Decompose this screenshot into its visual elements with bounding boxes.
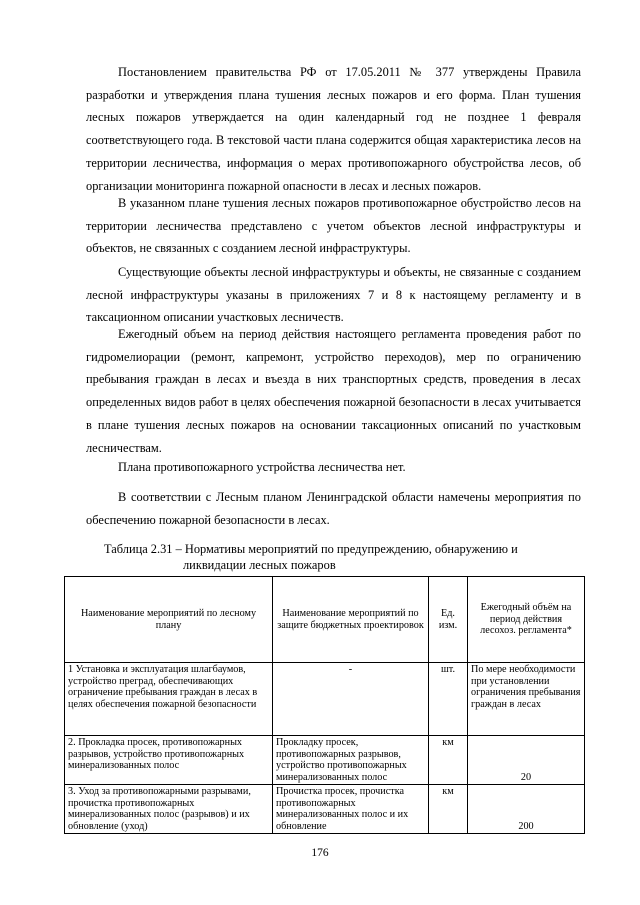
cell-measure-name: 3. Уход за противопожарными разрывами, прочистка противопожарных минерализованных полос (разрывов) и их обновление (уход) — [65, 785, 273, 834]
cell-budget-measure: Прочистка просек, прочистка противопожарных минерализованных полос и их обновление — [273, 785, 429, 834]
table-caption-line-1: Таблица 2.31 – Нормативы мероприятий по предупреждению, обнаружению и — [104, 542, 518, 556]
table-header-row — [65, 577, 585, 663]
paragraph-2: В указанном плане тушения лесных пожаров противопожарное обустройство лесов на территории лесничества представлено с учетом объектов лесной инфраструктуры и объектов, не связанных с созданием лесной инфраструктуры. — [86, 196, 581, 256]
page-number: 176 — [311, 847, 329, 859]
cell-unit: км — [429, 785, 468, 834]
cell-budget-measure: Прокладку просек, противопожарных разрывов, устройство противопожарных минерализованных полос — [273, 736, 429, 785]
cell-unit: шт. — [429, 663, 468, 736]
table-caption — [86, 541, 581, 573]
paragraph-4: Ежегодный объем на период действия настоящего регламента проведения работ по гидромелиорации (ремонт, капремонт, устройство переходов), мер по ограничению пребывания граждан в лесах и въезда в них транспортных средств, проведения в лесах определенных видов работ в целях обеспечения пожарной безопасности в лесах учитывается в плане тушения лесных пожаров на основании таксационных описаний по участковым лесничествам. — [86, 327, 581, 455]
cell-budget-measure: - — [273, 663, 429, 736]
table-caption-line-2: ликвидации лесных пожаров — [183, 558, 336, 572]
cell-annual-volume: 20 — [468, 736, 585, 785]
cell-annual-volume: 200 — [468, 785, 585, 834]
cell-annual-volume: По мере необходимости при установлении ограничения пребывания граждан в лесах — [468, 663, 585, 736]
header-budget-measures: Наименование мероприятий по защите бюджетных проектировок — [273, 577, 429, 663]
table-row — [65, 663, 585, 736]
paragraph-1: Постановлением правительства РФ от 17.05.2011 № 377 утверждены Правила разработки и утверждения плана тушения лесных пожаров и его форма. План тушения лесных пожаров утверждается на один календарный год не позднее 1 февраля соответствующего года. В текстовой части плана содержится общая характеристика лесов на территории лесничества, информация о мерах противопожарного обустройства лесов, об организации мониторинга пожарной опасности в лесах и лесных пожаров. — [86, 65, 581, 193]
paragraph-3: Существующие объекты лесной инфраструктуры и объекты, не связанные с созданием лесной инфраструктуры указаны в приложениях 7 и 8 к настоящему регламенту и в таксационном описании участковых лесничеств. — [86, 265, 581, 325]
header-annual-volume: Ежегодный объём на период действия лесохоз. регламента* — [468, 577, 585, 663]
table-row — [65, 785, 585, 834]
paragraph-5: Плана противопожарного устройства лесничества нет. — [118, 460, 406, 474]
cell-measure-name: 2. Прокладка просек, противопожарных разрывов, устройство противопожарных минерализованных полос — [65, 736, 273, 785]
paragraph-6: В соответствии с Лесным планом Ленинградской области намечены мероприятия по обеспечению пожарной безопасности в лесах. — [86, 490, 581, 527]
measures-table — [64, 576, 585, 834]
header-unit: Ед. изм. — [429, 577, 468, 663]
cell-measure-name: 1 Установка и эксплуатация шлагбаумов, устройство преград, обеспечивающих ограничение пребывания граждан в лесах в целях обеспечения пожарной безопасности — [65, 663, 273, 736]
table-row — [65, 736, 585, 785]
header-forest-plan-measures: Наименование мероприятий по лесному плану — [65, 577, 273, 663]
cell-unit: км — [429, 736, 468, 785]
